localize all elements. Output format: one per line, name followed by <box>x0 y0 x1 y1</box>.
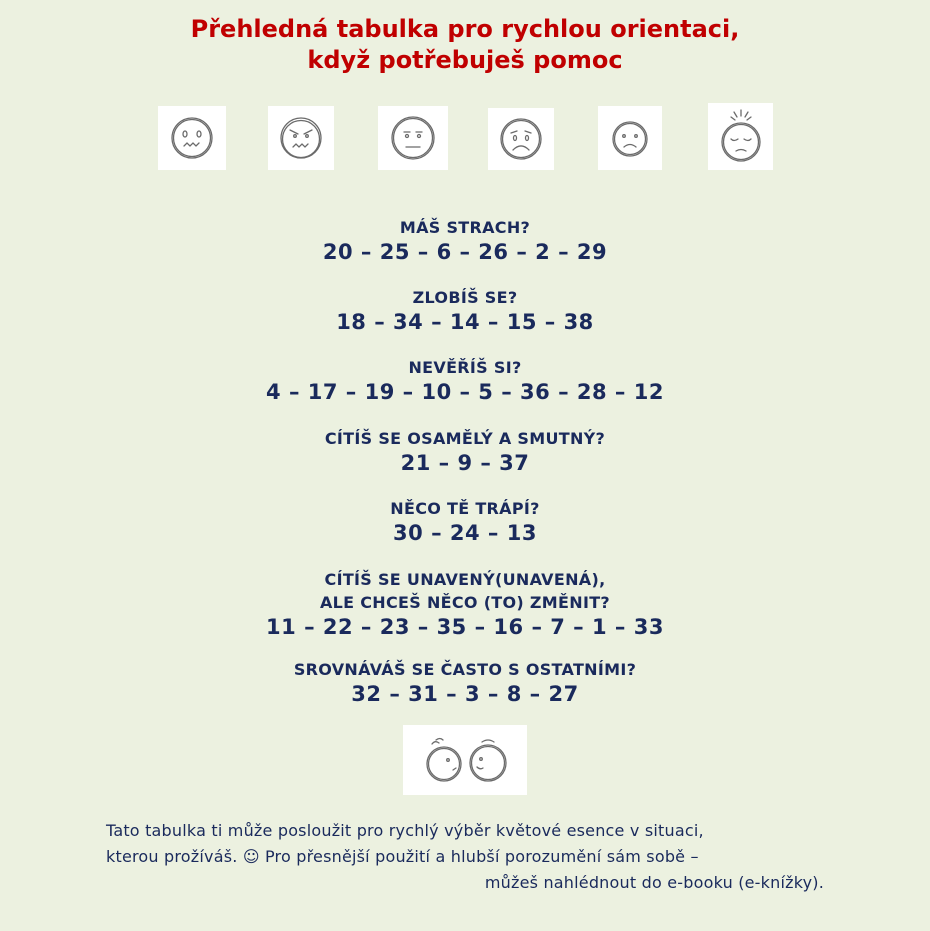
footer-line-3: můžeš nahlédnout do e-booku (e-knížky). <box>484 873 824 892</box>
section-anger <box>0 286 930 335</box>
angry-face-icon <box>268 106 334 170</box>
fear-face-icon <box>158 106 226 170</box>
question-anger: ZLOBÍŠ SE? <box>412 288 518 307</box>
title-line-2: když potřebuješ pomoc <box>307 46 623 74</box>
footer-line-1: Tato tabulka ti může posloužit pro rychlý výběr květové esence v situaci, <box>106 821 704 840</box>
title-line-1: Přehledná tabulka pro rychlou orientaci, <box>190 15 740 43</box>
question-worry: NĚCO TĚ TRÁPÍ? <box>390 499 540 518</box>
sad-face-icon <box>488 108 554 170</box>
tired-face-icon <box>708 103 773 170</box>
section-lonely <box>0 427 930 476</box>
numbers-comparison: 32 – 31 – 3 – 8 – 27 <box>351 682 579 706</box>
numbers-fear: 20 – 25 – 6 – 26 – 2 – 29 <box>322 240 608 264</box>
two-faces-icon <box>403 725 527 795</box>
uncertain-face-icon <box>378 106 448 170</box>
question-lonely: CÍTÍŠ SE OSAMĚLÝ A SMUTNÝ? <box>324 429 606 448</box>
question-tired-line-1: CÍTÍŠ SE UNAVENÝ(UNAVENÁ), <box>324 570 606 589</box>
numbers-lonely: 21 – 9 – 37 <box>400 451 530 475</box>
question-comparison: SROVNÁVÁŠ SE ČASTO S OSTATNÍMI? <box>293 660 637 679</box>
page-title <box>0 14 930 76</box>
question-self-doubt: NEVĚŘÍŠ SI? <box>408 358 522 377</box>
section-tired <box>0 568 930 640</box>
question-tired-line-2: ALE CHCEŠ NĚCO (TO) ZMĚNIT? <box>319 593 610 612</box>
numbers-self-doubt: 4 – 17 – 19 – 10 – 5 – 36 – 28 – 12 <box>266 380 664 404</box>
numbers-tired: 11 – 22 – 23 – 35 – 16 – 7 – 1 – 33 <box>266 615 664 639</box>
numbers-worry: 30 – 24 – 13 <box>393 521 537 545</box>
section-worry <box>0 497 930 546</box>
numbers-anger: 18 – 34 – 14 – 15 – 38 <box>336 310 594 334</box>
footer-note <box>106 818 836 896</box>
section-comparison <box>0 658 930 707</box>
footer-line-2: kterou prožíváš. ☺ Pro přesnější použití a hlubší porozumění sám sobě – <box>106 847 699 866</box>
section-self-doubt <box>0 356 930 405</box>
question-fear: MÁŠ STRACH? <box>399 218 531 237</box>
section-fear <box>0 216 930 265</box>
lonely-face-icon <box>598 106 662 170</box>
